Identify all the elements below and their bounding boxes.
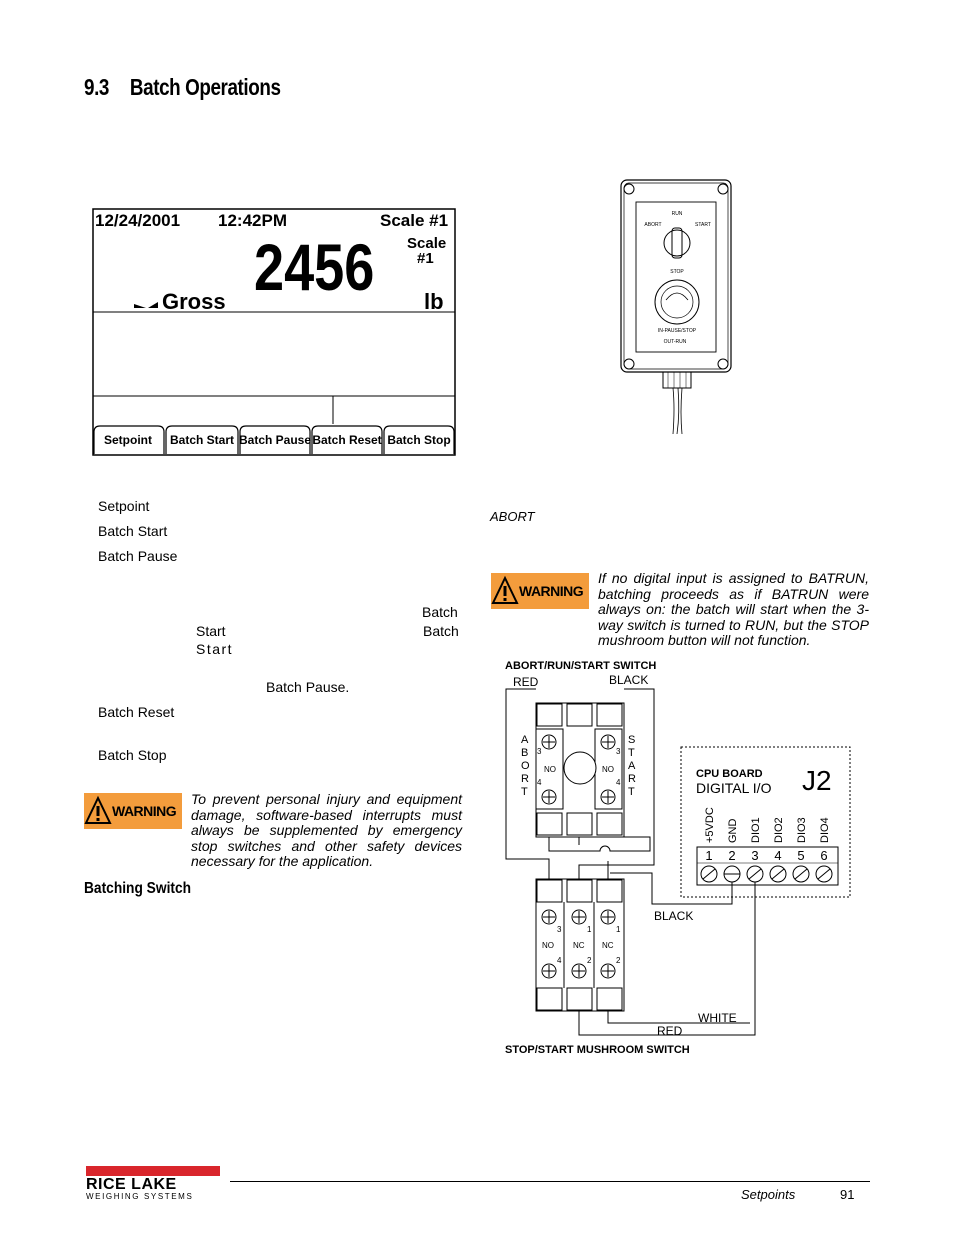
section-title-text: Batch Operations (129, 74, 281, 100)
top-switch-title: ABORT/RUN/START SWITCH (505, 660, 657, 672)
warning-text-right: If no digital input is assigned to BATRUN, batching proceeds as if BATRUN were always on: the batch will start when the 3-way switch is turned to RUN, but the STOP mushroom button will not function. (598, 570, 869, 648)
warning-badge-right (491, 573, 589, 609)
footer-section: Setpoints (741, 1187, 796, 1202)
pin-number-6: 6 (820, 848, 828, 863)
warning-label-left: WARNING (112, 803, 177, 819)
term-start: Start (196, 623, 226, 639)
softkey-batch-start[interactable]: Batch Start (169, 433, 235, 447)
display-scale-number: #1 (417, 250, 434, 267)
display-mode: Gross (162, 289, 226, 314)
pin-label-5: DIO3 (796, 817, 808, 843)
switch-label-start: START (695, 222, 711, 228)
wiring-diagram (500, 655, 860, 1060)
switch-label-stop: STOP (670, 269, 684, 275)
logo-main-text: RICE LAKE (86, 1176, 177, 1193)
start-letter-r: R (628, 773, 636, 785)
warning-label-right: WARNING (519, 583, 584, 599)
switch-label-abort: ABORT (644, 222, 662, 228)
warning-text-left: To prevent personal injury and equipment damage, software-based interrupts must always be supplemented by emergency stop switches and other safety devices necessary for the application. (191, 791, 462, 869)
switch-label-run: RUN (671, 211, 683, 217)
term-batch: Batch (422, 604, 458, 620)
switch-label-out-run: OUT-RUN (663, 339, 687, 345)
contact-nc: NC (573, 941, 585, 950)
batching-switch-box (618, 178, 736, 436)
section-title (84, 74, 281, 101)
switch-label-in-pause: IN-PAUSE/STOP (657, 328, 697, 334)
digital-io-label: DIGITAL I/O (696, 780, 772, 796)
abort-letter-o: O (521, 760, 530, 772)
term-batch-2: Batch (423, 623, 459, 639)
pin-number-1: 1 (705, 848, 713, 863)
pin-number-2: 2 (728, 848, 736, 863)
contact-no: NO (542, 941, 554, 950)
logo-sub-text: WEIGHING SYSTEMS (86, 1192, 194, 1201)
pin-number-5: 5 (797, 848, 805, 863)
contact-num: 2 (616, 956, 621, 965)
pin-label-4: DIO2 (773, 817, 785, 843)
abort-letter-t: T (521, 786, 528, 798)
contact-num: 3 (537, 747, 542, 756)
start-letter-a: A (628, 760, 636, 772)
warning-triangle-icon (491, 575, 519, 607)
abort-caption: ABORT (490, 509, 535, 524)
pin-label-2: GND (727, 818, 739, 843)
rice-lake-logo (84, 1165, 224, 1201)
contact-num: 4 (557, 956, 562, 965)
softkey-batch-stop[interactable]: Batch Stop (387, 433, 451, 447)
contact-nc: NC (602, 941, 614, 950)
bottom-switch-title: STOP/START MUSHROOM SWITCH (505, 1044, 690, 1056)
term-start-spaced: Start (196, 641, 234, 657)
pin-label-1: +5VDC (704, 807, 716, 843)
indicator-display (92, 208, 456, 456)
display-time: 12:42PM (218, 211, 287, 230)
pin-label-3: DIO1 (750, 817, 762, 843)
pin-label-6: DIO4 (819, 817, 831, 843)
pin-number-4: 4 (774, 848, 782, 863)
footer-rule (230, 1181, 870, 1182)
contact-no: NO (602, 765, 614, 774)
start-letter-t2: T (628, 786, 635, 798)
term-setpoint: Setpoint (98, 498, 150, 514)
start-letter-t: T (628, 747, 635, 759)
display-scale-small: Scale (407, 235, 447, 252)
display-weight: 2456 (254, 229, 375, 305)
page-number: 91 (840, 1187, 855, 1202)
wire-label-red-2: RED (657, 1024, 683, 1038)
softkey-batch-reset[interactable]: Batch Reset (312, 433, 382, 447)
softkey-setpoint[interactable]: Setpoint (104, 433, 152, 447)
contact-num: 3 (616, 747, 621, 756)
display-unit: lb (424, 289, 444, 314)
contact-num: 3 (557, 925, 562, 934)
wire-label-black: BLACK (609, 673, 649, 687)
pin-number-3: 3 (751, 848, 759, 863)
warning-triangle-icon (84, 795, 112, 827)
term-batch-stop: Batch Stop (98, 747, 167, 763)
wire-label-black-2: BLACK (654, 909, 694, 923)
contact-num: 4 (537, 778, 542, 787)
term-batch-pause-dot: Batch Pause. (266, 679, 350, 695)
term-batch-pause: Batch Pause (98, 548, 178, 564)
warning-badge-left (84, 793, 182, 829)
abort-letter-r: R (521, 773, 529, 785)
subheading-batching-switch: Batching Switch (84, 880, 192, 897)
terminal-block (697, 847, 838, 885)
softkey-batch-pause[interactable]: Batch Pause (238, 433, 312, 447)
section-number: 9.3 (84, 74, 109, 100)
start-letter-s: S (628, 734, 636, 746)
j2-label: J2 (802, 765, 832, 796)
contact-num: 1 (587, 925, 592, 934)
term-batch-start: Batch Start (98, 523, 168, 539)
contact-num: 2 (587, 956, 592, 965)
abort-letter-a: A (521, 734, 529, 746)
wire-label-white: WHITE (698, 1011, 737, 1025)
contact-no: NO (544, 765, 556, 774)
display-scale-header: Scale #1 (380, 211, 449, 230)
cpu-board-label: CPU BOARD (696, 768, 763, 780)
contact-num: 1 (616, 925, 621, 934)
contact-num: 4 (616, 778, 621, 787)
display-date: 12/24/2001 (95, 211, 181, 230)
wire-label-red: RED (513, 675, 539, 689)
term-batch-reset: Batch Reset (98, 704, 175, 720)
abort-letter-b: B (521, 747, 529, 759)
